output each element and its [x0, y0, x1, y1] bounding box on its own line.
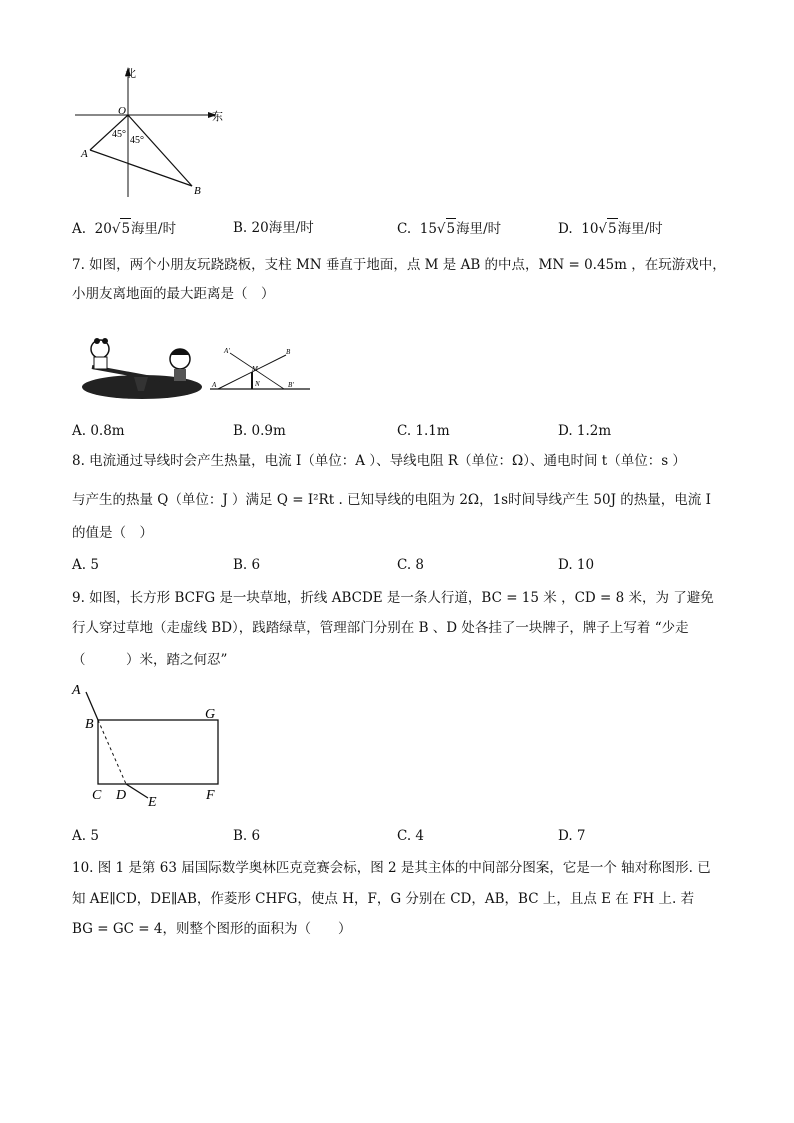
- seesaw-geometry-diagram: [206, 343, 312, 395]
- label-m: M: [252, 365, 258, 373]
- point-b-label: B: [194, 185, 201, 197]
- q9-option-a: A. 5: [72, 828, 99, 844]
- q7-line-1: 7. 如图，两个小朋友玩跷跷板，支柱 MN 垂直于地面，点 M 是 AB 的中点，MN = 0.45m ，在玩游戏中，: [72, 257, 726, 273]
- q8-option-d: D. 10: [558, 557, 595, 573]
- label-a: A: [72, 683, 81, 698]
- label-d: D: [116, 788, 127, 803]
- label-a-prime: A′: [224, 347, 230, 355]
- rectangle-path-diagram: [64, 678, 234, 812]
- north-label: 北: [125, 68, 136, 80]
- q8-line-3: 的值是（ ）: [72, 525, 153, 541]
- point-a-label: A: [81, 148, 88, 160]
- east-label: 东: [212, 111, 223, 123]
- q8-option-a: A. 5: [72, 557, 99, 573]
- q7-option-b: B. 0.9m: [233, 423, 286, 439]
- q7-option-c: C. 1.1m: [397, 423, 450, 439]
- label-a: A: [212, 381, 217, 389]
- q9-option-b: B. 6: [233, 828, 261, 844]
- q7-option-d: D. 1.2m: [558, 423, 612, 439]
- q6-option-c: C. 15√5海里/时: [397, 218, 501, 239]
- q9-option-c: C. 4: [397, 828, 425, 844]
- label-c: C: [92, 788, 102, 803]
- label-b-prime: B′: [288, 381, 294, 389]
- label-b: B: [85, 717, 94, 732]
- q7-option-a: A. 0.8m: [72, 423, 125, 439]
- q9-option-d: D. 7: [558, 828, 586, 844]
- label-g: G: [205, 707, 216, 722]
- q6-option-b: B. 20海里/时: [233, 220, 314, 236]
- q9-line-1: 9. 如图，长方形 BCFG 是一块草地，折线 ABCDE 是一条人行道，BC = 15 米 ，CD = 8 米，为 了避免: [72, 590, 714, 606]
- label-e: E: [148, 795, 157, 810]
- compass-triangle-diagram: [70, 62, 230, 202]
- q8-line-1: 8. 电流通过导线时会产生热量，电流 I（单位：A ）、导线电阻 R（单位：Ω）、通电时间 t（单位：s ）: [72, 453, 686, 469]
- label-b: B: [286, 348, 291, 356]
- q8-line-2: 与产生的热量 Q（单位：J ）满足 Q = I²Rt . 已知导线的电阻为 2Ω，1s时间导线产生 50J 的热量，电流 I: [72, 492, 711, 508]
- label-f: F: [206, 788, 215, 803]
- q8-option-b: B. 6: [233, 557, 261, 573]
- q6-option-d: D. 10√5海里/时: [558, 218, 663, 239]
- q9-line-3: （ ）米，踏之何忍”: [72, 652, 228, 668]
- q10-line-3: BG = GC = 4，则整个图形的面积为（ ）: [72, 921, 352, 937]
- point-o-label: O: [118, 105, 126, 117]
- q7-line-2: 小朋友离地面的最大距离是（ ）: [72, 286, 275, 302]
- q8-option-c: C. 8: [397, 557, 425, 573]
- q10-line-2: 知 AE∥CD，DE∥AB，作菱形 CHFG，使点 H，F，G 分别在 CD，AB，BC 上，且点 E 在 FH 上. 若: [72, 891, 695, 907]
- q6-option-a: A. 20√5海里/时: [72, 218, 176, 239]
- label-n: N: [255, 380, 260, 388]
- seesaw-children-illustration: [78, 333, 206, 403]
- angle-label-right: 45°: [130, 135, 144, 146]
- q9-line-2: 行人穿过草地（走虚线 BD），践踏绿草，管理部门分别在 B 、D 处各挂了一块牌子，牌子上写着 “少走: [72, 620, 689, 636]
- q10-line-1: 10. 图 1 是第 63 届国际数学奥林匹克竞赛会标，图 2 是其主体的中间部分图案，它是一个 轴对称图形. 已: [72, 860, 711, 876]
- angle-label-left: 45°: [112, 129, 126, 140]
